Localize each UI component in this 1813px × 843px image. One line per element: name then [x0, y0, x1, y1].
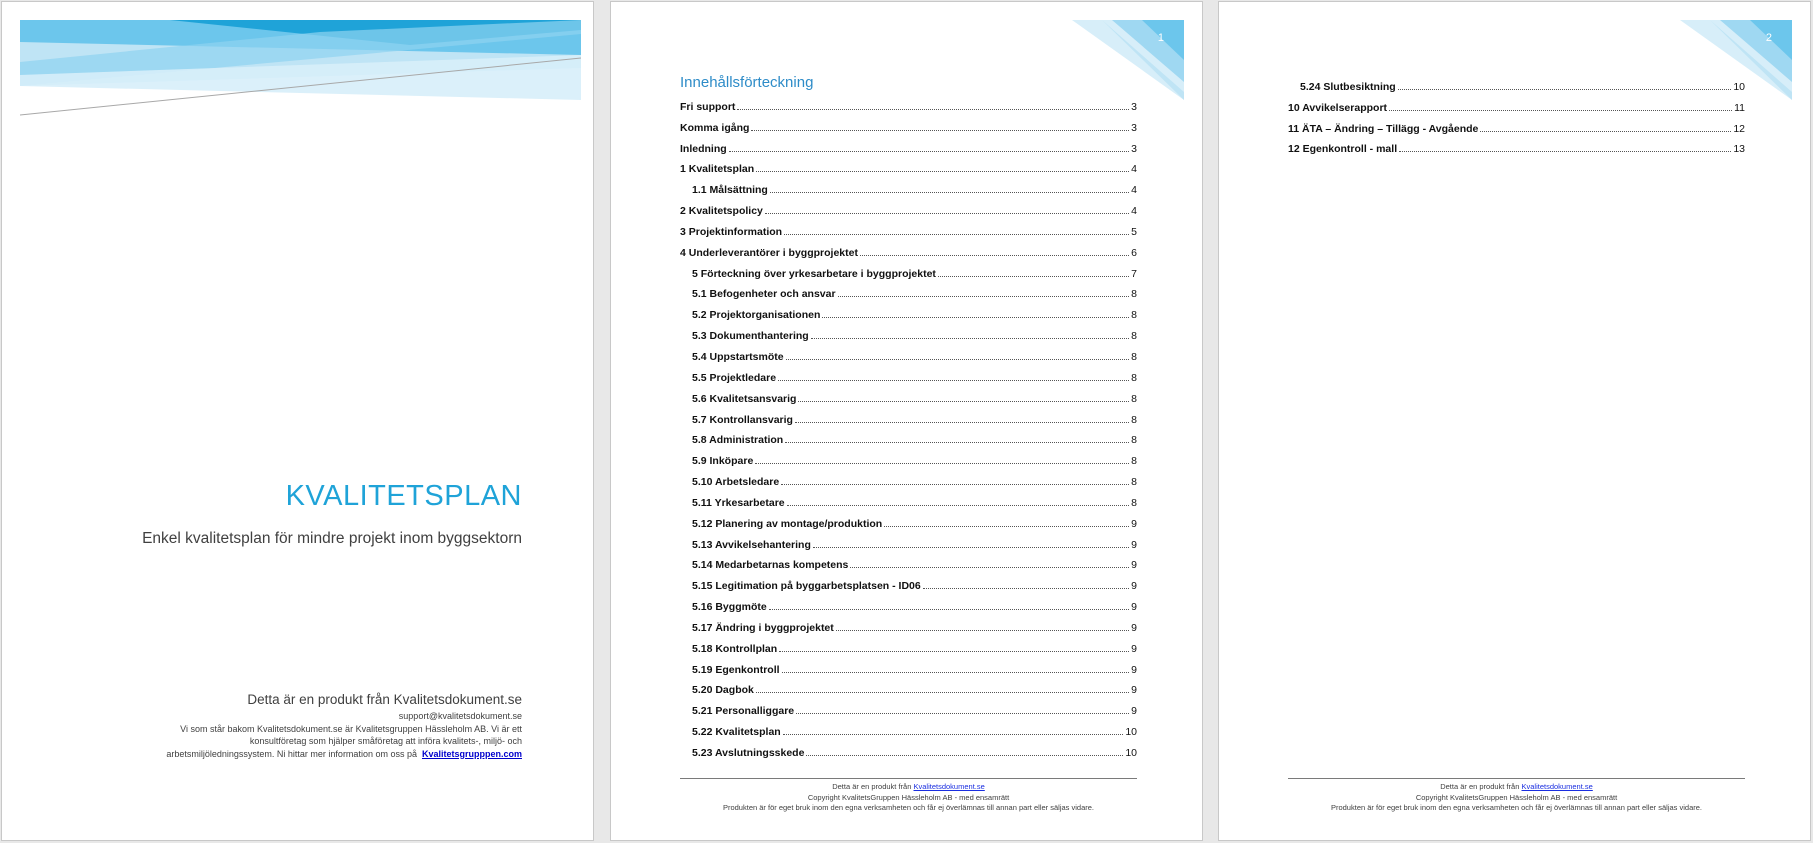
toc-entry-page: 10 [1125, 726, 1137, 739]
toc-leader-dots [811, 338, 1129, 339]
toc-entry[interactable] [680, 530, 1137, 551]
toc-leader-dots [813, 547, 1129, 548]
toc-entry-label: 5.11 Yrkesarbetare [692, 496, 785, 509]
toc-entry-page: 13 [1733, 143, 1745, 156]
toc-leader-dots [765, 213, 1129, 214]
toc-entry-page: 8 [1131, 350, 1137, 363]
toc-entry-label: 5.5 Projektledare [692, 371, 777, 384]
toc-leader-dots [784, 234, 1129, 235]
cover-title: KVALITETSPLAN [285, 480, 522, 512]
toc-entry-page: 8 [1131, 496, 1137, 509]
toc-entry[interactable] [680, 113, 1137, 134]
toc-entry-page: 9 [1131, 517, 1137, 530]
toc-entry-page: 8 [1131, 371, 1137, 384]
footer-divider [680, 778, 1137, 779]
toc-entry-page: 3 [1131, 100, 1137, 113]
toc-entry[interactable] [680, 634, 1137, 655]
cover-banner-graphic [20, 20, 581, 120]
toc-leader-dots [756, 692, 1129, 693]
toc-leader-dots [850, 567, 1129, 568]
toc-leader-dots [923, 588, 1129, 589]
toc-entry-page: 7 [1131, 267, 1137, 280]
toc-entry[interactable] [680, 613, 1137, 634]
toc-entry-page: 11 [1734, 101, 1745, 114]
toc-entry-page: 9 [1131, 642, 1137, 655]
toc-leader-dots [785, 442, 1129, 443]
toc-leader-dots [787, 505, 1130, 506]
cover-info [142, 710, 522, 760]
toc-entry-page: 5 [1131, 225, 1137, 238]
toc-entry-label: 3 Projektinformation [680, 225, 783, 238]
toc-entry-page: 8 [1131, 413, 1137, 426]
toc-entry-label: Komma igång [680, 121, 750, 134]
toc-entry[interactable] [680, 509, 1137, 530]
toc-leader-dots [779, 651, 1129, 652]
page-footer [1288, 778, 1745, 814]
footer-line1: Detta är en produkt från [1440, 782, 1520, 791]
cover-subtitle: Enkel kvalitetsplan för mindre projekt inom byggsektorn [142, 530, 522, 547]
toc-entry[interactable] [680, 655, 1137, 676]
toc-entry-page: 8 [1131, 455, 1137, 468]
toc-entry-label: 1.1 Målsättning [692, 184, 768, 197]
toc-entry[interactable] [1288, 93, 1745, 114]
toc-entry-label: 5.15 Legitimation på byggarbetsplatsen - ID06 [692, 580, 921, 593]
page-footer [680, 778, 1137, 814]
toc-entry-page: 9 [1131, 705, 1137, 718]
toc-entry-label: 5.10 Arbetsledare [692, 476, 780, 489]
toc-entry-label: 5.14 Medarbetarnas kompetens [692, 559, 849, 572]
toc-leader-dots [729, 151, 1129, 152]
toc-leader-dots [783, 734, 1124, 735]
toc-entry-page: 9 [1131, 663, 1137, 676]
toc-entry-page: 8 [1131, 309, 1137, 322]
toc-entry-label: Fri support [680, 100, 736, 113]
toc-entry-page: 3 [1131, 121, 1137, 134]
toc-entry[interactable] [680, 426, 1137, 447]
toc-entry-label: 5.24 Slutbesiktning [1300, 80, 1396, 93]
toc-entry-page: 8 [1131, 434, 1137, 447]
toc-entry-page: 4 [1131, 205, 1137, 218]
toc-page-1 [610, 1, 1203, 841]
page-number: 1 [1157, 32, 1164, 44]
toc-entry-page: 9 [1131, 538, 1137, 551]
page-number: 2 [1765, 32, 1772, 44]
toc-entry-label: 5.3 Dokumenthantering [692, 330, 809, 343]
footer-disclaimer: Produkten är för eget bruk inom den egna verksamheten och får ej överlämnas till annan part eller säljas vidare. [722, 803, 1095, 812]
toc-entry[interactable] [680, 676, 1137, 697]
footer-divider [1288, 778, 1745, 779]
toc-entry[interactable] [680, 217, 1137, 238]
toc-entry-label: 5.7 Kontrollansvarig [692, 413, 793, 426]
toc-entry-page: 9 [1131, 559, 1137, 572]
toc-entry[interactable] [680, 384, 1137, 405]
toc-entry-page: 9 [1131, 601, 1137, 614]
toc-leader-dots [786, 359, 1130, 360]
toc-leader-dots [782, 672, 1130, 673]
toc-entry[interactable] [680, 342, 1137, 363]
toc-leader-dots [884, 526, 1129, 527]
toc-entry[interactable] [680, 300, 1137, 321]
toc-leader-dots [795, 422, 1129, 423]
toc-entry-page: 4 [1131, 163, 1137, 176]
cover-page [1, 1, 594, 841]
toc-entry[interactable] [680, 467, 1137, 488]
toc-entry-page: 8 [1131, 476, 1137, 489]
toc-entry-label: 4 Underleverantörer i byggprojektet [680, 246, 858, 259]
toc-entry[interactable] [680, 238, 1137, 259]
toc-entry-page: 4 [1131, 184, 1137, 197]
toc-entry[interactable] [680, 405, 1137, 426]
toc-leader-dots [769, 609, 1129, 610]
footer-copyright: Copyright KvalitetsGruppen Hässleholm AB - med ensamrätt [1415, 792, 1618, 802]
toc-entry-page: 3 [1131, 142, 1137, 155]
toc-entry-label: 5.18 Kontrollplan [692, 642, 778, 655]
toc-entry[interactable] [680, 592, 1137, 613]
toc-entry-page: 9 [1131, 684, 1137, 697]
page-corner-graphic [1072, 20, 1184, 100]
toc-entry[interactable] [680, 175, 1137, 196]
toc-entry-label: 5.9 Inköpare [692, 455, 754, 468]
toc-entry[interactable] [680, 280, 1137, 301]
toc-list [680, 92, 1137, 759]
toc-leader-dots [1399, 151, 1731, 152]
cover-link[interactable]: Kvalitetsgrupppen.com [421, 748, 522, 759]
toc-leader-dots [836, 630, 1129, 631]
toc-entry-label: 5.6 Kvalitetsansvarig [692, 392, 797, 405]
toc-entry-page: 12 [1733, 122, 1745, 135]
toc-entry-label: Inledning [680, 142, 727, 155]
cover-description: Vi som står bakom Kvalitetsdokument.se är Kvalitetsgruppen Hässleholm AB. Vi är ett konsultföretag som hjälper småföretag att införa kvalitets-, miljö- och arbetsmiljöledningssystem. Ni hittar mer information om oss på [166, 723, 522, 759]
toc-leader-dots [778, 380, 1129, 381]
toc-entry[interactable] [1288, 72, 1745, 93]
toc-leader-dots [781, 484, 1129, 485]
toc-leader-dots [737, 109, 1129, 110]
footer-line1: Detta är en produkt från [832, 782, 912, 791]
toc-entry-label: 5.12 Planering av montage/produktion [692, 517, 883, 530]
toc-entry-page: 10 [1733, 80, 1745, 93]
toc-entry-label: 5.20 Dagbok [692, 684, 754, 697]
toc-entry[interactable] [680, 446, 1137, 467]
toc-entry-label: 5.17 Ändring i byggprojektet [692, 621, 834, 634]
footer-disclaimer: Produkten är för eget bruk inom den egna verksamheten och får ej överlämnas till annan part eller säljas vidare. [1330, 803, 1703, 812]
toc-entry[interactable] [680, 321, 1137, 342]
toc-entry-label: 2 Kvalitetspolicy [680, 205, 763, 218]
toc-entry-page: 9 [1131, 621, 1137, 634]
toc-entry-page: 9 [1131, 580, 1137, 593]
toc-leader-dots [838, 296, 1130, 297]
toc-entry-page: 8 [1131, 392, 1137, 405]
toc-leader-dots [751, 130, 1129, 131]
toc-entry-label: 10 Avvikelserapport [1288, 101, 1388, 114]
toc-leader-dots [860, 255, 1129, 256]
toc-entry[interactable] [680, 696, 1137, 717]
toc-entry-label: 5.8 Administration [692, 434, 784, 447]
toc-leader-dots [770, 192, 1129, 193]
toc-entry[interactable] [680, 259, 1137, 280]
footer-link[interactable]: Kvalitetsdokument.se [1521, 782, 1593, 791]
toc-heading: Innehållsförteckning [680, 74, 814, 91]
toc-entry-label: 5.1 Befogenheter och ansvar [692, 288, 836, 301]
toc-list [1288, 72, 1745, 155]
toc-entry[interactable] [680, 571, 1137, 592]
toc-leader-dots [798, 401, 1129, 402]
cover-email: support@kvalitetsdokument.se [398, 711, 522, 721]
toc-leader-dots [755, 463, 1129, 464]
toc-entry[interactable] [680, 92, 1137, 113]
toc-leader-dots [1389, 110, 1732, 111]
toc-entry[interactable] [680, 363, 1137, 384]
toc-entry[interactable] [1288, 114, 1745, 135]
toc-entry-page: 8 [1131, 288, 1137, 301]
toc-leader-dots [806, 755, 1123, 756]
toc-entry[interactable] [680, 155, 1137, 176]
toc-entry[interactable] [680, 551, 1137, 572]
toc-entry[interactable] [1288, 135, 1745, 156]
toc-leader-dots [1398, 89, 1732, 90]
toc-entry[interactable] [680, 196, 1137, 217]
toc-leader-dots [796, 713, 1129, 714]
cover-product-line: Detta är en produkt från Kvalitetsdokument.se [247, 692, 522, 707]
toc-entry[interactable] [680, 134, 1137, 155]
toc-entry[interactable] [680, 738, 1137, 759]
toc-entry-label: 1 Kvalitetsplan [680, 163, 755, 176]
toc-entry-label: 5.21 Personalliggare [692, 705, 795, 718]
toc-entry-label: 5.16 Byggmöte [692, 601, 767, 614]
toc-entry-label: 5 Förteckning över yrkesarbetare i byggprojektet [692, 267, 936, 280]
toc-entry[interactable] [680, 717, 1137, 738]
toc-entry-page: 6 [1131, 246, 1137, 259]
toc-page-2 [1218, 1, 1811, 841]
toc-leader-dots [756, 171, 1129, 172]
toc-leader-dots [822, 317, 1129, 318]
toc-entry-page: 8 [1131, 330, 1137, 343]
toc-entry-page: 10 [1125, 747, 1137, 759]
toc-entry-label: 5.19 Egenkontroll [692, 663, 780, 676]
toc-entry[interactable] [680, 488, 1137, 509]
footer-copyright: Copyright KvalitetsGruppen Hässleholm AB - med ensamrätt [807, 792, 1010, 802]
toc-entry-label: 5.2 Projektorganisationen [692, 309, 821, 322]
footer-link[interactable]: Kvalitetsdokument.se [913, 782, 985, 791]
toc-entry-label: 5.13 Avvikelsehantering [692, 538, 811, 551]
toc-entry-label: 5.23 Avslutningsskede [692, 747, 805, 759]
toc-entry-label: 5.4 Uppstartsmöte [692, 350, 784, 363]
toc-leader-dots [938, 276, 1129, 277]
toc-leader-dots [1480, 131, 1731, 132]
toc-entry-label: 12 Egenkontroll - mall [1288, 143, 1398, 156]
toc-entry-label: 11 ÄTA – Ändring – Tillägg - Avgående [1288, 122, 1479, 135]
toc-entry-label: 5.22 Kvalitetsplan [692, 726, 781, 739]
